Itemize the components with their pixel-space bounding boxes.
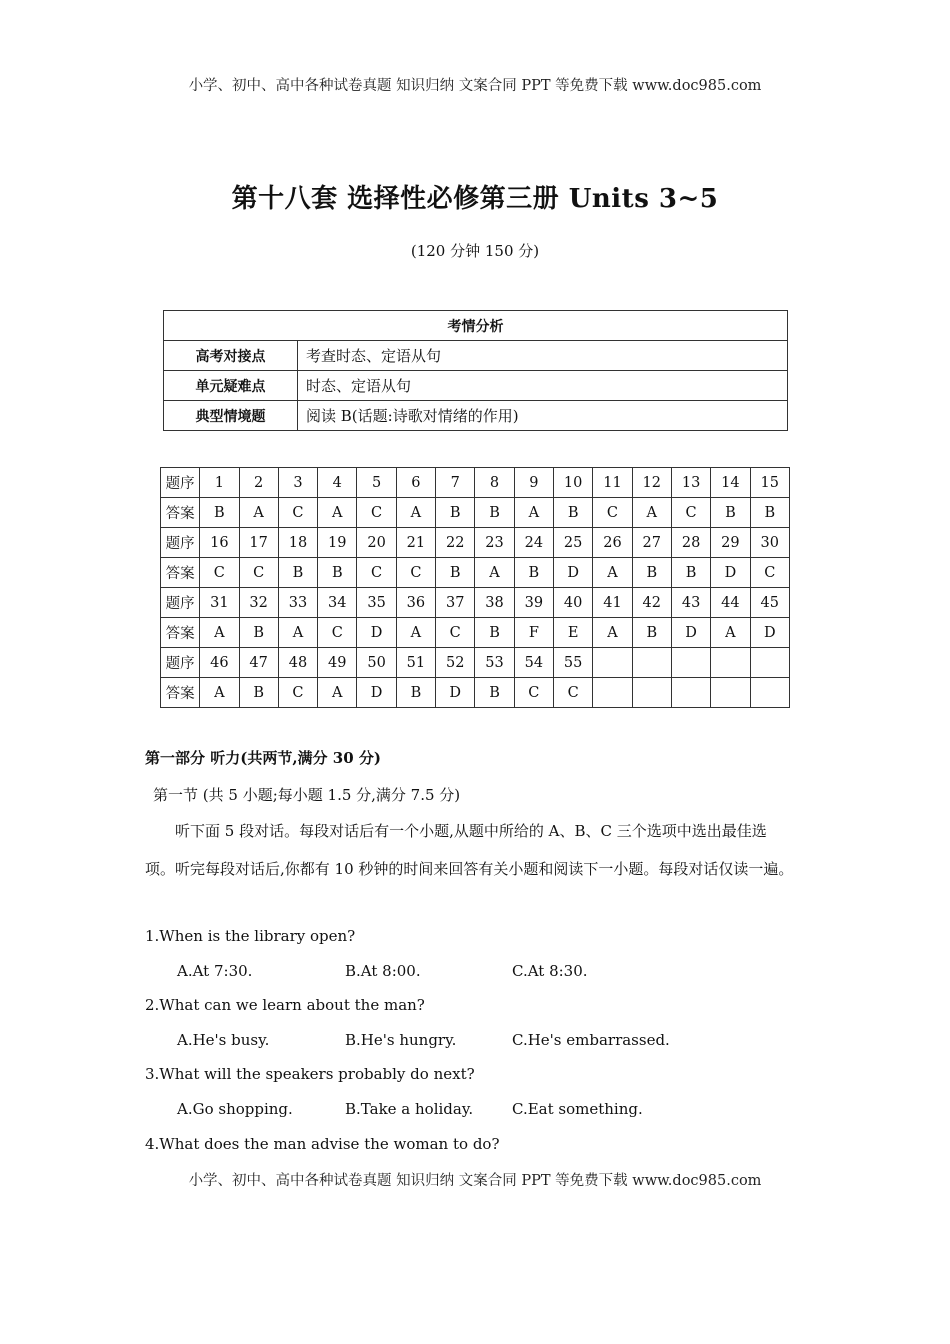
answer-cell: B	[632, 618, 671, 648]
question-number-cell	[593, 648, 632, 678]
question-stem: 2.What can we learn about the man?	[145, 996, 425, 1014]
question-number-cell: 14	[711, 468, 750, 498]
question-number-cell: 43	[671, 588, 710, 618]
question-number-cell: 4	[318, 468, 357, 498]
analysis-key: 单元疑难点	[164, 371, 298, 401]
question-number-cell: 49	[318, 648, 357, 678]
answer-cell: B	[475, 498, 514, 528]
answer-cell	[671, 678, 710, 708]
question-number-cell: 13	[671, 468, 710, 498]
analysis-row	[164, 401, 788, 431]
question-stem: 1.When is the library open?	[145, 927, 356, 945]
answer-cell: A	[318, 678, 357, 708]
question-number-cell: 51	[396, 648, 435, 678]
question-number-cell	[711, 648, 750, 678]
question-number-cell: 26	[593, 528, 632, 558]
answer-cell: A	[593, 618, 632, 648]
page-footer: 小学、初中、高中各种试卷真题 知识归纳 文案合同 PPT 等免费下载 www.doc985.com	[188, 1173, 762, 1189]
option-b: B.At 8:00.	[345, 962, 421, 980]
question-stem: 3.What will the speakers probably do next?	[145, 1065, 475, 1083]
answer-cell: D	[436, 678, 475, 708]
answer-cell: B	[239, 618, 278, 648]
answer-cell: A	[239, 498, 278, 528]
answer-cell	[632, 678, 671, 708]
question-number-cell: 6	[396, 468, 435, 498]
row-label-question: 题序	[161, 528, 200, 558]
exam-duration-score: (120 分钟 150 分)	[410, 242, 540, 260]
answer-cell: B	[200, 498, 239, 528]
option-b: B.He's hungry.	[345, 1031, 457, 1049]
answer-cell: B	[711, 498, 750, 528]
analysis-caption: 考情分析	[164, 311, 788, 341]
question-number-row	[161, 588, 790, 618]
option-c: C.Eat something.	[512, 1100, 643, 1118]
row-label-question: 题序	[161, 468, 200, 498]
answer-cell: D	[671, 618, 710, 648]
answer-key-table	[160, 467, 790, 708]
question-number-cell: 28	[671, 528, 710, 558]
option-c: C.He's embarrassed.	[512, 1031, 670, 1049]
row-label-question: 题序	[161, 648, 200, 678]
question-number-cell: 48	[278, 648, 317, 678]
analysis-value: 阅读 B(话题:诗歌对情绪的作用)	[298, 401, 788, 431]
question-number-cell: 53	[475, 648, 514, 678]
answer-cell: C	[278, 678, 317, 708]
question-stem: 4.What does the man advise the woman to do?	[145, 1135, 500, 1153]
question-number-cell: 40	[554, 588, 593, 618]
question-number-cell: 41	[593, 588, 632, 618]
question-number-cell: 1	[200, 468, 239, 498]
answer-cell: B	[475, 618, 514, 648]
answer-cell: A	[475, 558, 514, 588]
analysis-key: 高考对接点	[164, 341, 298, 371]
question-number-cell: 15	[750, 468, 789, 498]
question-number-cell: 44	[711, 588, 750, 618]
question-number-cell: 30	[750, 528, 789, 558]
question-number-cell: 3	[278, 468, 317, 498]
question-number-cell: 7	[436, 468, 475, 498]
question-number-cell: 52	[436, 648, 475, 678]
answer-cell: A	[200, 618, 239, 648]
question-number-cell: 32	[239, 588, 278, 618]
answer-cell: C	[200, 558, 239, 588]
question-number-cell: 17	[239, 528, 278, 558]
question-number-cell: 8	[475, 468, 514, 498]
answer-cell: B	[475, 678, 514, 708]
question-number-cell: 36	[396, 588, 435, 618]
question-number-cell: 20	[357, 528, 396, 558]
answer-cell: B	[318, 558, 357, 588]
answer-cell	[711, 678, 750, 708]
listening-instructions: 听下面 5 段对话。每段对话后有一个小题,从题中所给的 A、B、C 三个选项中选出最佳选项。听完每段对话后,你都有 10 秒钟的时间来回答有关小题和阅读下一小题。每段对话仅读一遍。	[145, 822, 794, 878]
answer-cell: A	[318, 498, 357, 528]
answer-cell: B	[396, 678, 435, 708]
question-number-cell: 39	[514, 588, 553, 618]
answer-cell: D	[554, 558, 593, 588]
analysis-table	[163, 310, 788, 431]
analysis-row	[164, 371, 788, 401]
answer-cell: B	[632, 558, 671, 588]
answer-row	[161, 498, 790, 528]
answer-cell: C	[357, 498, 396, 528]
option-b: B.Take a holiday.	[345, 1100, 474, 1118]
answer-cell: A	[396, 618, 435, 648]
question-number-cell: 11	[593, 468, 632, 498]
question-number-row	[161, 648, 790, 678]
question-number-cell: 19	[318, 528, 357, 558]
option-a: A.Go shopping.	[177, 1100, 293, 1118]
section1-heading: 第一节 (共 5 小题;每小题 1.5 分,满分 7.5 分)	[153, 786, 461, 804]
answer-row	[161, 558, 790, 588]
question-number-cell	[632, 648, 671, 678]
question-number-cell: 23	[475, 528, 514, 558]
answer-cell: B	[750, 498, 789, 528]
answer-cell	[593, 678, 632, 708]
question-number-cell: 33	[278, 588, 317, 618]
question-number-cell: 50	[357, 648, 396, 678]
question-number-cell: 9	[514, 468, 553, 498]
row-label-question: 题序	[161, 588, 200, 618]
question-number-cell: 34	[318, 588, 357, 618]
question-number-cell: 21	[396, 528, 435, 558]
answer-cell: B	[436, 558, 475, 588]
analysis-key: 典型情境题	[164, 401, 298, 431]
option-c: C.At 8:30.	[512, 962, 588, 980]
question-number-row	[161, 468, 790, 498]
question-number-cell: 22	[436, 528, 475, 558]
answer-cell: C	[278, 498, 317, 528]
answer-cell: C	[436, 618, 475, 648]
question-number-cell: 55	[554, 648, 593, 678]
question-number-cell: 2	[239, 468, 278, 498]
analysis-row	[164, 341, 788, 371]
answer-cell: A	[593, 558, 632, 588]
answer-cell: B	[514, 558, 553, 588]
question-number-cell: 5	[357, 468, 396, 498]
answer-cell: B	[278, 558, 317, 588]
answer-cell: C	[671, 498, 710, 528]
answer-cell: C	[357, 558, 396, 588]
row-label-answer: 答案	[161, 498, 200, 528]
answer-cell: B	[239, 678, 278, 708]
question-number-cell: 25	[554, 528, 593, 558]
option-a: A.He's busy.	[177, 1031, 270, 1049]
question-number-cell: 16	[200, 528, 239, 558]
answer-cell: A	[200, 678, 239, 708]
row-label-answer: 答案	[161, 678, 200, 708]
answer-cell: C	[593, 498, 632, 528]
question-number-cell: 29	[711, 528, 750, 558]
question-number-cell: 31	[200, 588, 239, 618]
answer-cell: A	[514, 498, 553, 528]
question-number-cell	[750, 648, 789, 678]
answer-cell	[750, 678, 789, 708]
page-title: 第十八套 选择性必修第三册 Units 3~5	[231, 184, 719, 214]
row-label-answer: 答案	[161, 558, 200, 588]
question-number-cell	[671, 648, 710, 678]
question-number-cell: 10	[554, 468, 593, 498]
question-number-cell: 37	[436, 588, 475, 618]
question-number-cell: 27	[632, 528, 671, 558]
answer-cell: C	[239, 558, 278, 588]
answer-cell: E	[554, 618, 593, 648]
answer-cell: C	[318, 618, 357, 648]
answer-cell: B	[436, 498, 475, 528]
question-number-cell: 45	[750, 588, 789, 618]
answer-cell: C	[396, 558, 435, 588]
question-number-cell: 47	[239, 648, 278, 678]
answer-cell: F	[514, 618, 553, 648]
answer-cell: B	[671, 558, 710, 588]
question-number-row	[161, 528, 790, 558]
answer-cell: D	[750, 618, 789, 648]
answer-cell: C	[554, 678, 593, 708]
option-a: A.At 7:30.	[177, 962, 253, 980]
answer-cell: A	[396, 498, 435, 528]
question-number-cell: 46	[200, 648, 239, 678]
row-label-answer: 答案	[161, 618, 200, 648]
answer-cell: A	[711, 618, 750, 648]
question-number-cell: 12	[632, 468, 671, 498]
answer-cell: D	[357, 618, 396, 648]
question-number-cell: 24	[514, 528, 553, 558]
question-number-cell: 35	[357, 588, 396, 618]
answer-cell: B	[554, 498, 593, 528]
answer-cell: A	[632, 498, 671, 528]
part1-heading: 第一部分 听力(共两节,满分 30 分)	[145, 749, 381, 767]
answer-row	[161, 678, 790, 708]
answer-cell: A	[278, 618, 317, 648]
answer-cell: C	[750, 558, 789, 588]
question-number-cell: 38	[475, 588, 514, 618]
page-header: 小学、初中、高中各种试卷真题 知识归纳 文案合同 PPT 等免费下载 www.doc985.com	[188, 78, 762, 94]
question-number-cell: 18	[278, 528, 317, 558]
answer-cell: D	[711, 558, 750, 588]
answer-cell: C	[514, 678, 553, 708]
analysis-value: 考查时态、定语从句	[298, 341, 788, 371]
answer-row	[161, 618, 790, 648]
answer-cell: D	[357, 678, 396, 708]
question-number-cell: 54	[514, 648, 553, 678]
question-number-cell: 42	[632, 588, 671, 618]
analysis-value: 时态、定语从句	[298, 371, 788, 401]
